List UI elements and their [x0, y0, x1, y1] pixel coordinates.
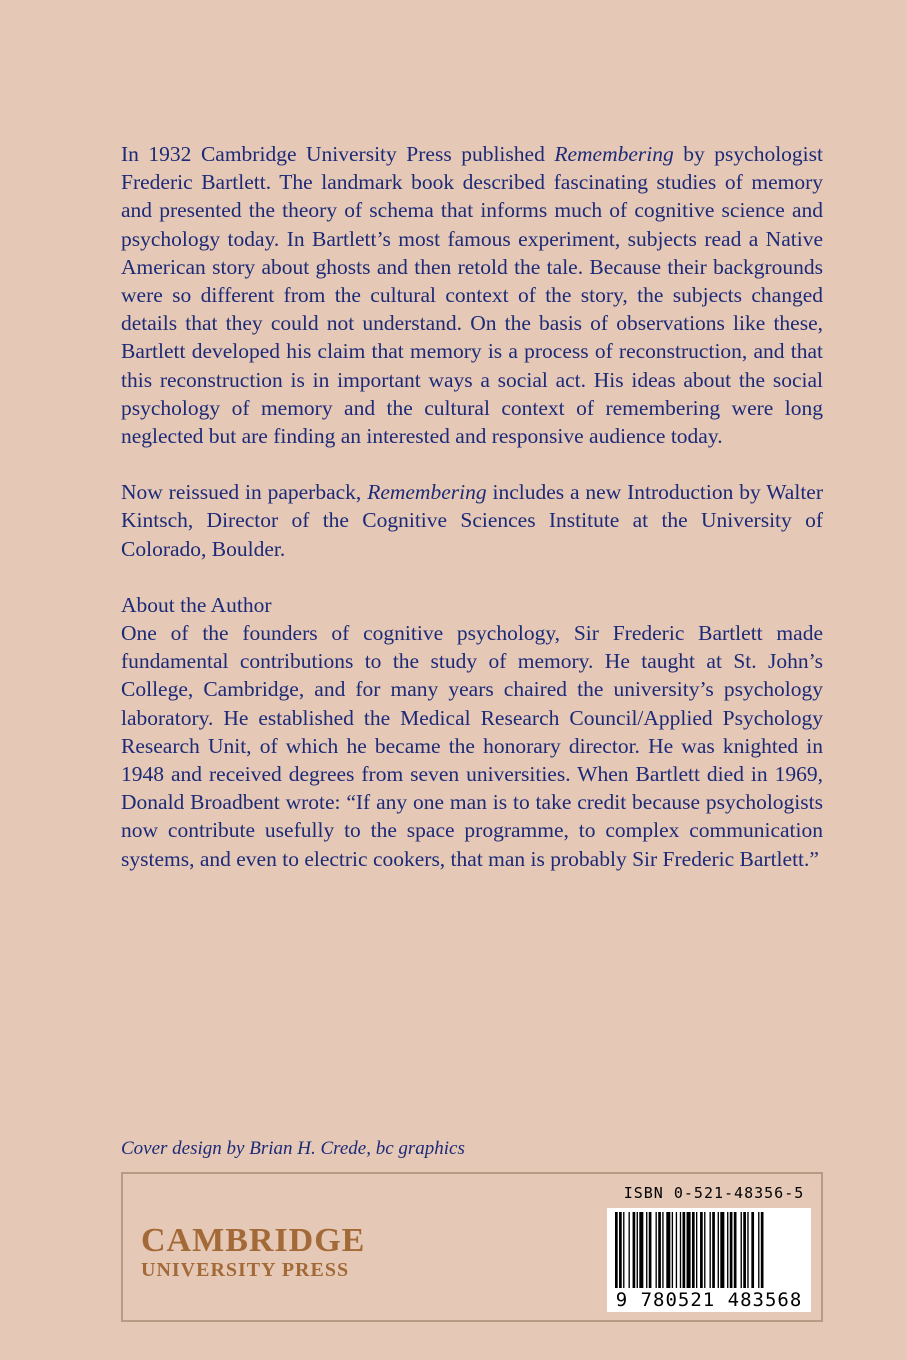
barcode-bar [743, 1212, 746, 1290]
about-author-text: One of the founders of cognitive psychology, Sir Frederic Bartlett made fundamental contributions to the study of memory. He taught at St. John’s College, Cambridge, and for many years chaired the university’s psychology laboratory. He established the Medical Research Council/Applied Psychology Research Unit, of which he became the honorary director. He was knighted in 1948 and received degrees from seven universities. When Bartlett died in 1969, Donald Broadbent wrote: “If any one man is to take credit because psychologists now contribute usefully to the space programme, to complex communication systems, and even to electric cookers, that man is probably Sir Frederic Bartlett.” [121, 621, 823, 871]
blurb-paragraph-2 [121, 478, 823, 563]
barcode-bar [633, 1212, 636, 1290]
blurb-p2-body: includes a new Introduction by Walter Kintsch, Director of the Cognitive Sciences Institute at the University of Colorado, Boulder. [121, 480, 824, 561]
publisher-logo [141, 1224, 365, 1280]
barcode-bar [730, 1212, 733, 1290]
barcode-bar [637, 1212, 638, 1290]
barcode-bar [734, 1212, 737, 1290]
barcode-bar [718, 1212, 719, 1290]
barcode-bar [639, 1212, 643, 1290]
barcode-bar [761, 1212, 764, 1290]
barcode-bar [747, 1212, 748, 1290]
barcode-bar [658, 1212, 661, 1290]
barcode-bar [680, 1212, 681, 1290]
barcode-bar [646, 1212, 647, 1290]
barcode-bar [700, 1212, 703, 1290]
barcode-bar [672, 1212, 673, 1290]
barcode-bar [649, 1212, 652, 1290]
book-title: Remembering [367, 480, 487, 505]
barcode-bar [692, 1212, 695, 1290]
barcode-bar [619, 1212, 622, 1290]
barcode-bar [662, 1212, 663, 1290]
barcode-bar [710, 1212, 711, 1290]
barcode-bar [712, 1212, 715, 1290]
book-title: Remembering [554, 142, 674, 166]
back-cover-blurb [121, 140, 823, 873]
barcode-bar [720, 1212, 724, 1290]
publisher-barcode-panel [121, 1172, 823, 1322]
barcode-bar [696, 1212, 697, 1290]
about-author-section [121, 591, 823, 873]
publisher-subtitle: UNIVERSITY PRESS [141, 1259, 350, 1281]
isbn-label: ISBN 0-521-48356-5 [623, 1184, 805, 1202]
barcode-bar [666, 1212, 670, 1290]
barcode-bar [629, 1212, 630, 1290]
barcode-bar [615, 1212, 618, 1290]
barcode-bar [741, 1212, 742, 1290]
publisher-name: CAMBRIDGE [141, 1222, 366, 1259]
blurb-p1-body: by psychologist Frederic Bartlett. The landmark book described fascinating studies of memory and presented the theory of schema that informs much of cognitive science and psychology today. In Bartlett’s most famous experiment, subjects read a Native American story about ghosts and then retold the tale. Because their backgrounds were so different from the cultural context of the story, the subjects changed details that they could not understand. On the basis of observations like these, Bartlett developed his claim that memory is a process of reconstruction, and that this reconstruction is in important ways a social act. His ideas about the social psychology of memory and the cultural context of remembering were long neglected but are finding an interested and responsive audience today. [121, 142, 823, 449]
barcode-bar [683, 1212, 686, 1290]
barcode-bar [704, 1212, 705, 1290]
barcode-bar [623, 1212, 624, 1290]
barcode-bar [676, 1212, 677, 1290]
barcode-number: 9 780521 483568 [607, 1288, 811, 1312]
barcode-bar [727, 1212, 728, 1290]
barcode-bar [687, 1212, 691, 1290]
barcode-bar [656, 1212, 657, 1290]
cover-design-credit: Cover design by Brian H. Crede, bc graphics [121, 1138, 465, 1159]
barcode-bar [751, 1212, 754, 1290]
barcode [607, 1208, 811, 1312]
blurb-paragraph-1 [121, 140, 823, 450]
barcode-bar [758, 1212, 759, 1290]
blurb-p1-intro: In 1932 Cambridge University Press published [121, 142, 555, 166]
about-author-heading: About the Author [121, 592, 272, 617]
blurb-p2-intro: Now reissued in paperback, [121, 480, 368, 505]
